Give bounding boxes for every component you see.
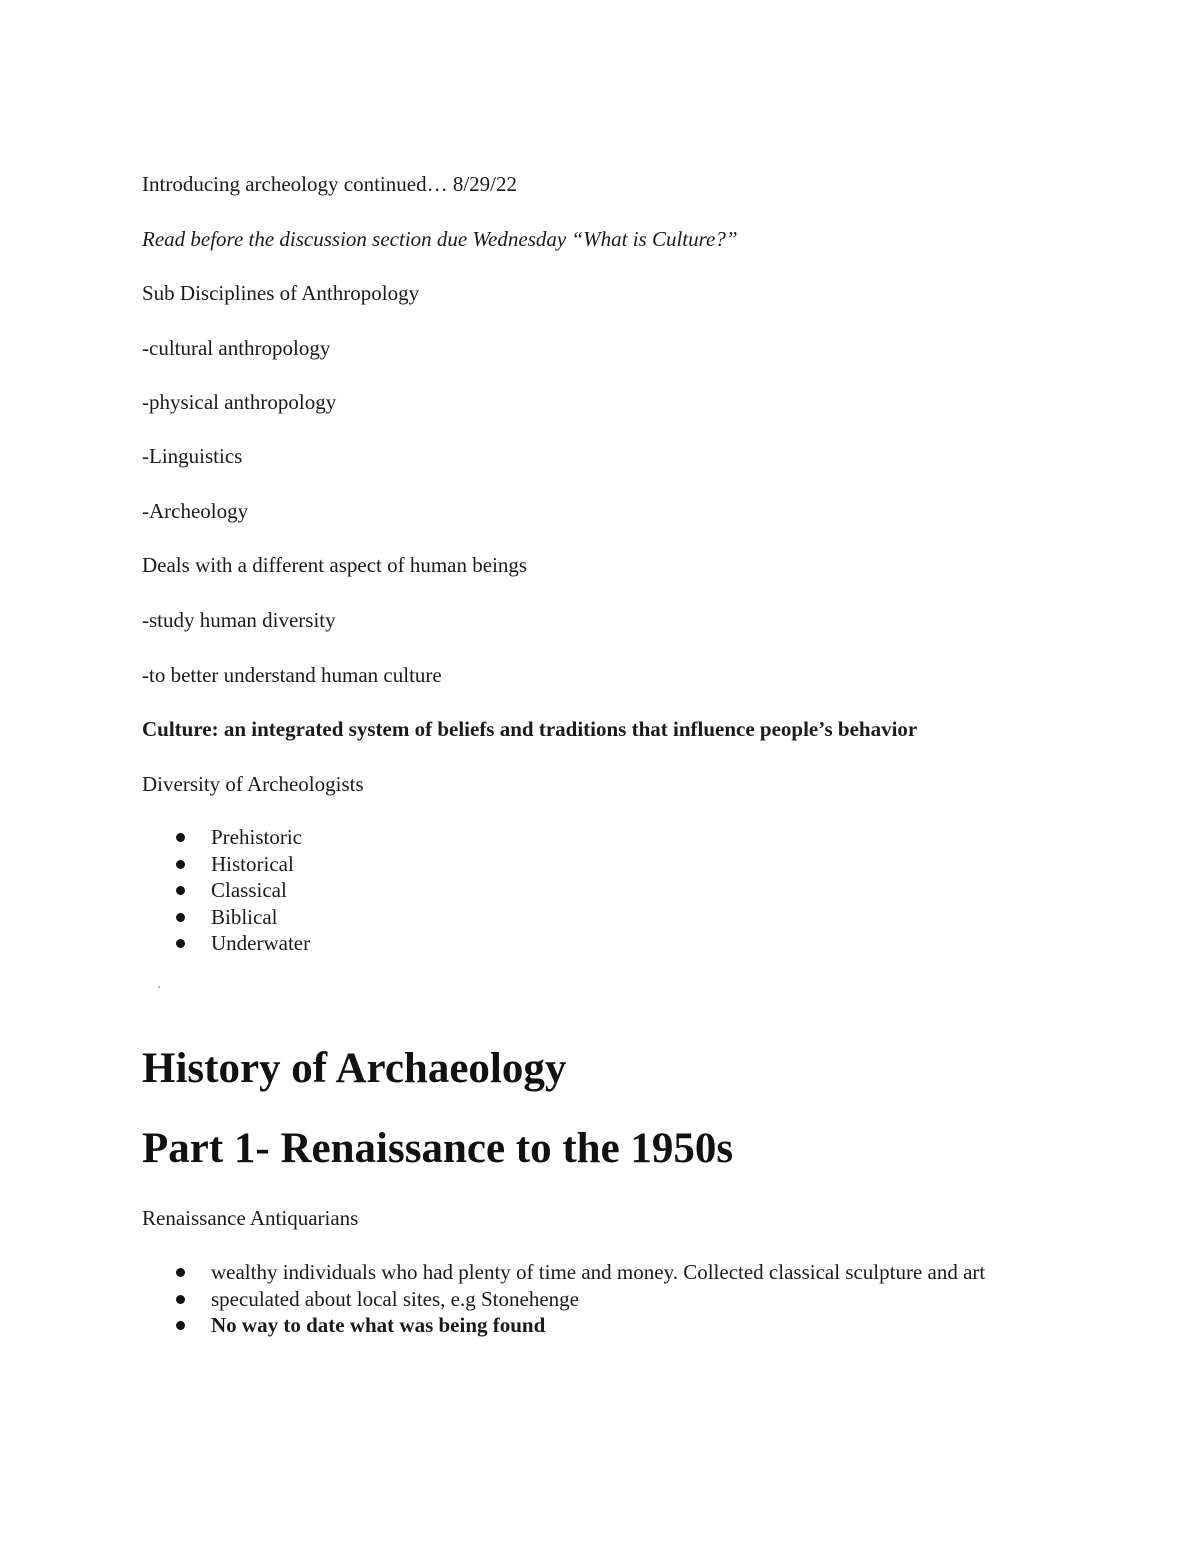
deals-line: Deals with a different aspect of human beings: [142, 553, 528, 577]
list-item: Historical: [142, 851, 1062, 878]
list-item: speculated about local sites, e.g Stonehenge: [142, 1286, 1062, 1313]
subdisciplines-heading: Sub Disciplines of Anthropology: [142, 281, 420, 305]
diversity-heading: Diversity of Archeologists: [142, 772, 364, 796]
study-line: -study human diversity: [142, 608, 336, 632]
culture-definition: Culture: an integrated system of beliefs and traditions that influence people’s behavior: [142, 717, 918, 741]
title-line: Introducing archeology continued… 8/29/22: [142, 172, 517, 196]
subdiscipline-item: -Linguistics: [142, 444, 243, 468]
study-line: -to better understand human culture: [142, 663, 442, 687]
reading-note: Read before the discussion section due Wednesday “What is Culture?”: [142, 227, 738, 251]
subdiscipline-item: -physical anthropology: [142, 390, 337, 414]
list-item: wealthy individuals who had plenty of time and money. Collected classical sculpture and art: [142, 1259, 1062, 1286]
list-item: Biblical: [142, 904, 1062, 931]
stray-mark: [158, 986, 160, 988]
part1-heading: Part 1- Renaissance to the 1950s: [142, 1125, 734, 1172]
diversity-list: [142, 824, 1062, 957]
subdiscipline-item: -Archeology: [142, 499, 249, 523]
list-item: Prehistoric: [142, 824, 1062, 851]
list-item: Classical: [142, 877, 1062, 904]
subdiscipline-item: -cultural anthropology: [142, 336, 331, 360]
antiquarians-list: [142, 1259, 1062, 1339]
history-heading: History of Archaeology: [142, 1045, 567, 1092]
list-item: No way to date what was being found: [142, 1312, 1062, 1339]
list-item: Underwater: [142, 930, 1062, 957]
antiquarians-heading: Renaissance Antiquarians: [142, 1206, 359, 1230]
